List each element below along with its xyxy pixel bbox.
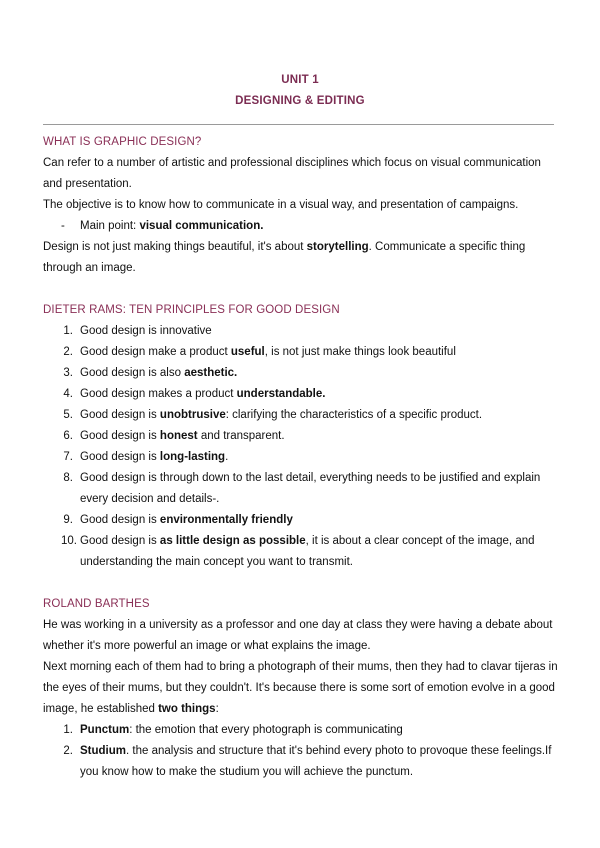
list-item-bold: aesthetic. <box>184 367 238 379</box>
list-item-text: Good design makes a product <box>80 388 237 400</box>
paragraph <box>43 237 558 279</box>
section-heading-roland-barthes: ROLAND BARTHES <box>43 598 150 610</box>
list-item <box>43 426 558 447</box>
paragraph-text: Next morning each of them had to bring a photograph of their mums, then they had to clavar tijeras in the eyes of their mums, but they couldn't. It's because there is some sort of emotion evolve in a good image, he established <box>43 661 558 715</box>
paragraph: The objective is to know how to communicate in a visual way, and presentation of campaigns. <box>43 199 519 211</box>
horizontal-rule <box>43 124 554 125</box>
list-item-bold: Studium <box>80 745 126 757</box>
document-body <box>43 132 558 783</box>
list-item-bold: environmentally friendly <box>159 514 293 526</box>
list-item <box>43 363 558 384</box>
list-item-text: Good design is <box>80 514 160 526</box>
list-number: 9. <box>63 514 73 526</box>
list-item-text: . the analysis and structure that it's behind every photo to provoque these feelings.If you know how to make the studium you will achieve the punctum. <box>80 745 552 778</box>
list-item-bold: visual communication. <box>139 220 264 232</box>
list-number: 2. <box>63 346 73 358</box>
list-item-text: . <box>225 451 229 463</box>
list-item <box>43 510 558 531</box>
dash-marker: - <box>61 220 65 232</box>
list-item-text: Good design is through down to the last detail, everything needs to be justified and explain every decision and details-. <box>80 472 541 505</box>
list-item <box>61 216 558 237</box>
list-item-bold: as little design as possible <box>159 535 306 547</box>
list-item-text: : the emotion that every photograph is communicating <box>129 724 403 736</box>
list-item-text: Good design is also <box>80 367 185 379</box>
list-number: 7. <box>63 451 73 463</box>
list-item-text: Good design is innovative <box>80 325 212 337</box>
list-item-text: Good design is <box>80 535 160 547</box>
unit-label: UNIT 1 <box>281 74 319 86</box>
list-number: 8. <box>63 472 73 484</box>
list-item-text: Good design is <box>80 409 160 421</box>
paragraph-bold: storytelling <box>306 241 369 253</box>
document-title: DESIGNING & EDITING <box>235 95 365 107</box>
section-heading-dieter-rams: DIETER RAMS: TEN PRINCIPLES FOR GOOD DESIGN <box>43 304 340 316</box>
list-item-text: Good design make a product <box>80 346 231 358</box>
paragraph-text: Design is not just making things beautiful, it's about <box>43 241 307 253</box>
list-item <box>43 468 558 510</box>
paragraph-text: . Communicate a specific thing through an image. <box>43 241 526 274</box>
list-item-text: Good design is <box>80 430 160 442</box>
list-item-text: : clarifying the characteristics of a specific product. <box>225 409 483 421</box>
paragraph: Can refer to a number of artistic and professional disciplines which focus on visual communication and presentation. <box>43 157 541 190</box>
list-item <box>43 321 558 342</box>
section-heading-graphic-design: WHAT IS GRAPHIC DESIGN? <box>43 136 202 148</box>
list-item-bold: honest <box>159 430 198 442</box>
list-number: 1. <box>63 325 73 337</box>
spacer <box>43 573 558 594</box>
spacer <box>43 279 558 300</box>
paragraph <box>43 657 558 720</box>
list-item-text: Main point: <box>80 220 140 232</box>
list-item-text: , is not just make things look beautiful <box>264 346 456 358</box>
paragraph-text: : <box>215 703 219 715</box>
paragraph-bold: two things <box>158 703 216 715</box>
list-item <box>43 447 558 468</box>
list-item <box>43 720 558 741</box>
title-block <box>0 70 600 112</box>
list-item <box>43 405 558 426</box>
paragraph: He was working in a university as a professor and one day at class they were having a debate about whether it's more powerful an image or what explains the image. <box>43 619 553 652</box>
list-item <box>43 384 558 405</box>
list-number: 5. <box>63 409 73 421</box>
list-item-bold: understandable. <box>236 388 326 400</box>
list-number: 4. <box>63 388 73 400</box>
barthes-list <box>43 720 558 783</box>
principles-list <box>43 321 558 573</box>
list-number: 10. <box>61 535 77 547</box>
list-item <box>43 741 558 783</box>
list-item-bold: unobtrusive <box>159 409 226 421</box>
list-item-text: and transparent. <box>197 430 285 442</box>
list-item-bold: Punctum <box>80 724 130 736</box>
list-number: 2. <box>63 745 73 757</box>
bullet-list <box>43 216 558 237</box>
list-item <box>43 531 558 573</box>
list-number: 1. <box>63 724 73 736</box>
list-item-bold: long-lasting <box>159 451 226 463</box>
list-item-text: Good design is <box>80 451 160 463</box>
list-item <box>43 342 558 363</box>
list-number: 6. <box>63 430 73 442</box>
list-item-text: , it is about a clear concept of the image, and understanding the main concept you want to transmit. <box>80 535 535 568</box>
list-item-bold: useful <box>230 346 265 358</box>
list-number: 3. <box>63 367 73 379</box>
